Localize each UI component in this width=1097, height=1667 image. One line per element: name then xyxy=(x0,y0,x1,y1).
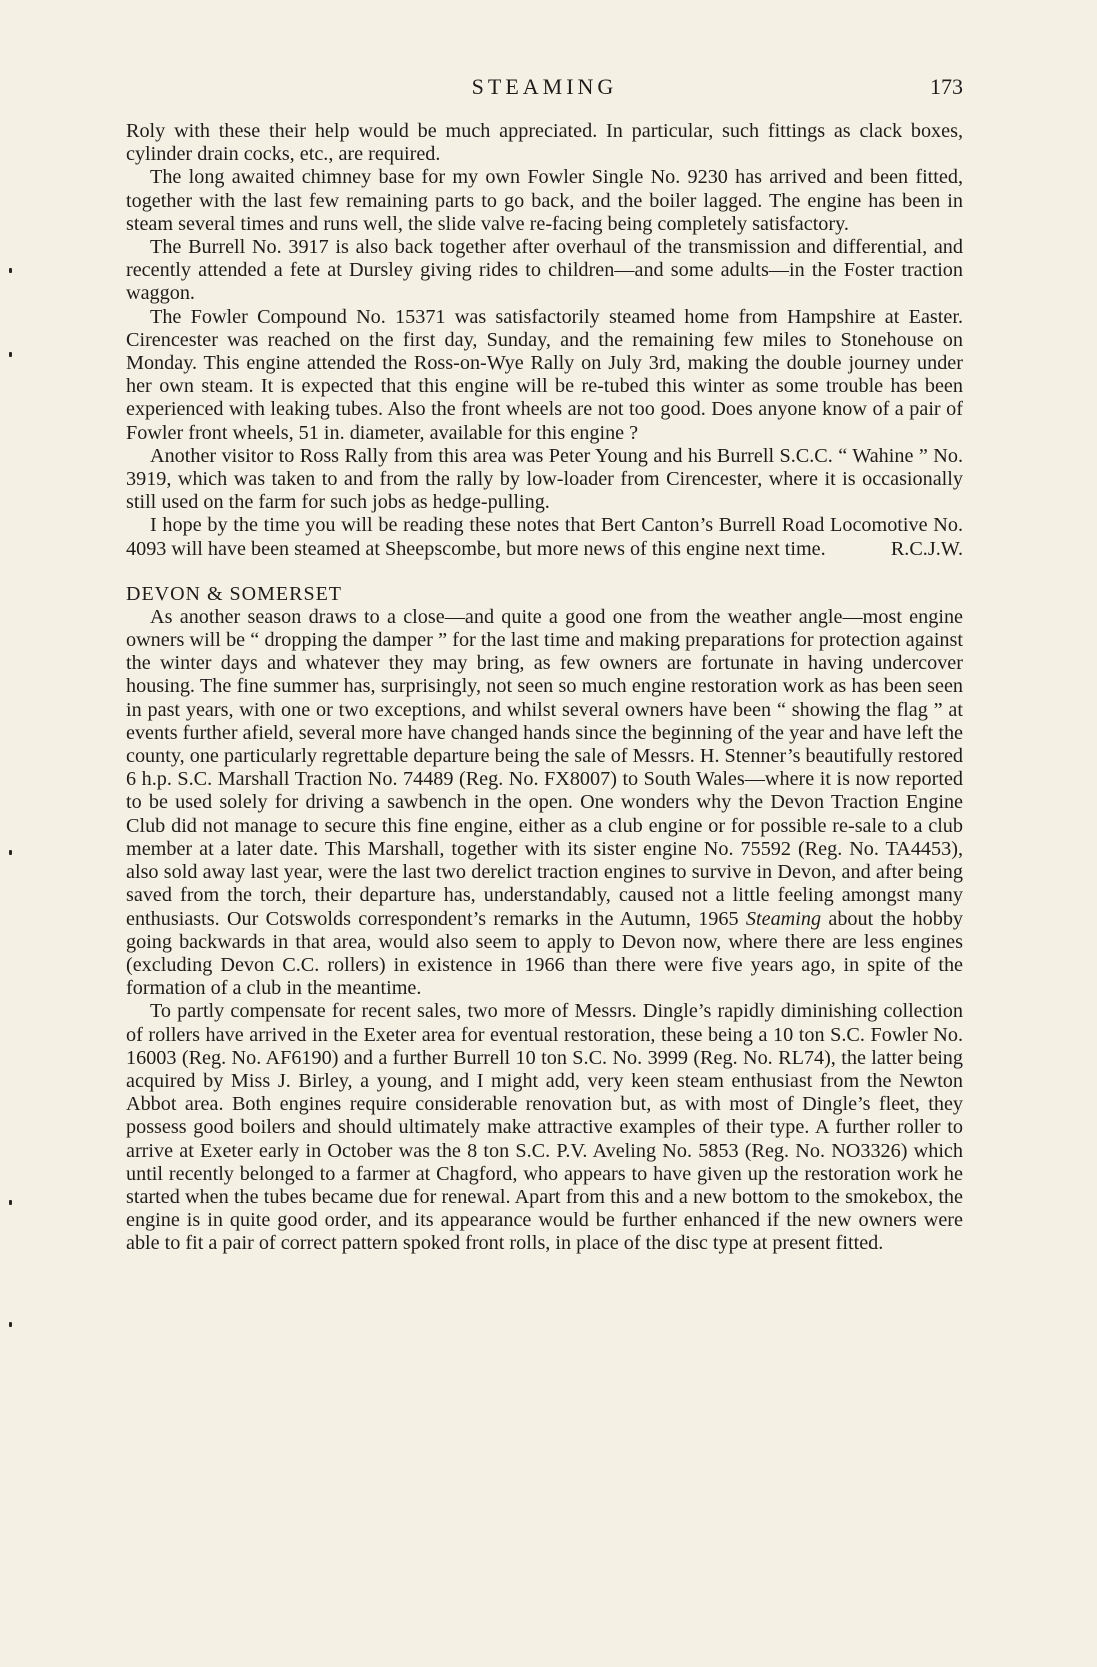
paragraph xyxy=(126,606,963,1000)
paragraph: Roly with these their help would be much appreciated. In particular, such fittings as clack boxes, cylinder drain cocks, etc., are required. xyxy=(126,120,963,166)
page-number: 173 xyxy=(930,74,963,99)
margin-mark xyxy=(9,1322,12,1327)
margin-mark xyxy=(9,1200,12,1205)
paragraph-text: about the hobby going backwards in that area, would also seem to apply to Devon now, where there are less engines (excluding Devon C.C. rollers) in existence in 1966 than there were five years ago, in spite of the formation of a club in the meantime. xyxy=(126,907,964,1000)
paragraph: The Burrell No. 3917 is also back together after overhaul of the transmission and differential, and recently attended a fete at Dursley giving rides to children—and some adults—in the Foster traction waggon. xyxy=(126,236,963,305)
paragraph-text: I hope by the time you will be reading these notes that Bert Canton’s Burrell Road Locomotive No. 4093 will have been steamed at Sheepscombe, but more news of this engine next time. xyxy=(126,514,963,560)
page-header xyxy=(126,74,963,104)
margin-mark xyxy=(9,268,12,273)
author-initials: R.C.J.W. xyxy=(890,537,963,560)
paragraph-with-signoff xyxy=(126,514,963,560)
publication-title: Steaming xyxy=(745,907,822,930)
paragraph: The long awaited chimney base for my own Fowler Single No. 9230 has arrived and been fitted, together with the last few remaining parts to go back, and the boiler lagged. The engine has been in steam several times and runs well, the slide valve re-facing being completely satisfactory. xyxy=(126,166,963,235)
margin-mark xyxy=(9,850,12,855)
article-body xyxy=(126,120,963,1256)
margin-mark xyxy=(9,352,12,357)
paragraph-text: As another season draws to a close—and quite a good one from the weather angle—most engine owners will be “ dropping the damper ” for the last time and making preparations for protection against the winter days and whatever they may bring, as few owners are fortunate in having undercover housing. The fine summer has, surprisingly, not seen so much engine restoration work as has been seen in past years, with one or two exceptions, and whilst several owners have been “ showing the flag ” at events further afield, several more have changed hands since the beginning of the year and have left the county, one particularly regrettable departure being the sale of Messrs. H. Stenner’s beautifully restored 6 h.p. S.C. Marshall Traction No. 74489 (Reg. No. FX8007) to South Wales—where it is now reported to be used solely for driving a sawbench in the open. One wonders why the Devon Traction Engine Club did not manage to secure this fine engine, either as a club engine or for possible re-sale to a club member at a later date. This Marshall, together with its sister engine No. 75592 (Reg. No. TA4453), also sold away last year, were the last two derelict traction engines to survive in Devon, and after being saved from the torch, their departure has, understandably, caused not a little feeling amongst many enthusiasts. Our Cotswolds correspondent’s remarks in the Autumn, 1965 xyxy=(126,605,963,930)
running-title: STEAMING xyxy=(471,74,618,99)
paragraph: The Fowler Compound No. 15371 was satisfactorily steamed home from Hampshire at Easter. Cirencester was reached on the first day, Sunday, and the remaining few miles to Stonehouse on Monday. This engine attended the Ross-on-Wye Rally on July 3rd, making the double journey under her own steam. It is expected that this engine will be re-tubed this winter as some trouble has been experienced with leaking tubes. Also the front wheels are not too good. Does anyone know of a pair of Fowler front wheels, 51 in. diameter, available for this engine ? xyxy=(126,305,963,444)
paragraph: To partly compensate for recent sales, two more of Messrs. Dingle’s rapidly diminishing collection of rollers have arrived in the Exeter area for eventual restoration, these being a 10 ton S.C. Fowler No. 16003 (Reg. No. AF6190) and a further Burrell 10 ton S.C. No. 3999 (Reg. No. RL74), the latter being acquired by Miss J. Birley, a young, and I might add, very keen steam enthusiast from the Newton Abbot area. Both engines require considerable renovation but, as with most of Dingle’s fleet, they possess good boilers and should ultimately make attractive examples of their type. A further roller to arrive at Exeter early in October was the 8 ton S.C. P.V. Aveling No. 5853 (Reg. No. NO3326) which until recently belonged to a farmer at Chagford, who appears to have given up the restoration work he started when the tubes became due for renewal. Apart from this and a new bottom to the smokebox, the engine is in quite good order, and its appearance would be further enhanced if the new owners were able to fit a pair of correct pattern spoked front rolls, in place of the disc type at present fitted. xyxy=(126,1000,963,1255)
paragraph: Another visitor to Ross Rally from this area was Peter Young and his Burrell S.C.C. “ Wahine ” No. 3919, which was taken to and from the rally by low-loader from Cirencester, where it is occasionally still used on the farm for such jobs as hedge-pulling. xyxy=(126,444,963,514)
section-gap xyxy=(126,561,963,583)
section-heading: DEVON & SOMERSET xyxy=(126,582,343,605)
